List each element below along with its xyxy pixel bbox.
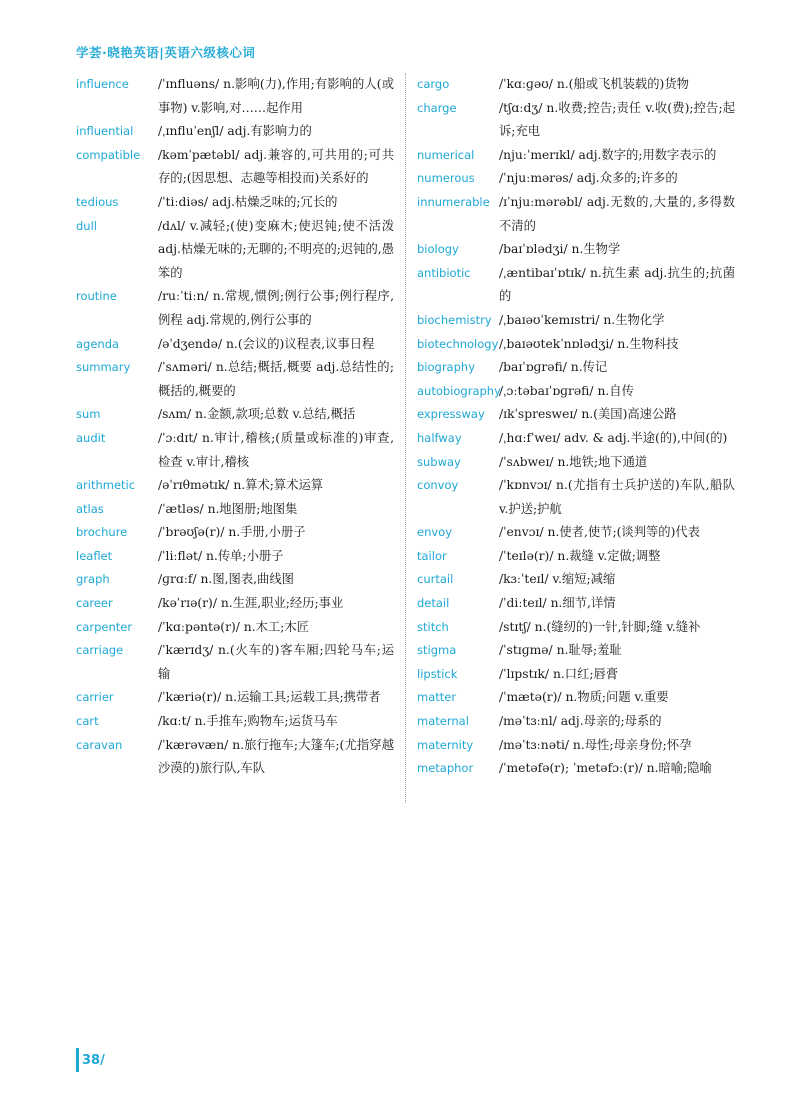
headword: carriage <box>76 643 124 658</box>
definition: /ˈkæriə(r)/ n.运输工具;运载工具;携带者 <box>158 690 381 705</box>
running-header: 学荟·晓艳英语|英语六级核心词 <box>76 45 256 60</box>
definition: /ˈɪnfluəns/ n.影响(力),作用;有影响的人(或事物) v.影响,对……起作用 <box>158 77 394 115</box>
headword: lipstick <box>417 666 458 681</box>
vocab-entry <box>417 238 735 262</box>
headword: numerous <box>417 171 475 186</box>
definition: /ˈkɑːpəntə(r)/ n.木工;木匠 <box>158 619 309 634</box>
vocab-entry <box>417 191 735 238</box>
headword: numerical <box>417 147 475 162</box>
vocab-entry <box>417 521 735 545</box>
vocab-entry <box>76 427 394 474</box>
vocab-entry <box>417 73 735 97</box>
vocab-entry <box>417 356 735 380</box>
headword: career <box>76 596 113 611</box>
headword: matter <box>417 690 457 705</box>
vocab-entry <box>417 616 735 640</box>
vocab-entry <box>76 639 394 686</box>
page-number-bar <box>76 1048 79 1072</box>
headword: charge <box>417 100 457 115</box>
headword: curtail <box>417 572 454 587</box>
definition: /ˈteɪlə(r)/ n.裁缝 v.定做;调整 <box>499 548 661 563</box>
vocab-entry <box>417 474 735 521</box>
definition: /ˈsʌməri/ n.总结;概括,概要 adj.总结性的;概括的,概要的 <box>158 360 394 398</box>
definition: /ˈætləs/ n.地图册;地图集 <box>158 501 298 516</box>
headword: carpenter <box>76 619 133 634</box>
definition: /baɪˈɒɡrəfi/ n.传记 <box>499 360 608 375</box>
vocab-entry <box>417 167 735 191</box>
definition: /tʃɑːdʒ/ n.收费;控告;责任 v.收(费);控告;起诉;充电 <box>499 100 735 139</box>
headword: influence <box>76 77 129 91</box>
definition: /ˌɔːtəbaɪˈɒɡrəfi/ n.自传 <box>499 383 634 398</box>
headword: carrier <box>76 690 114 705</box>
headword: maternity <box>417 737 474 752</box>
headword: atlas <box>76 501 104 516</box>
vocab-entry <box>76 545 394 569</box>
definition: /ˈɔːdɪt/ n.审计,稽核;(质量或标准的)审查,检查 v.审计,稽核 <box>158 430 394 469</box>
definition: /njuːˈmerɪkl/ adj.数字的;用数字表示的 <box>499 147 717 162</box>
vocab-entry <box>417 144 735 168</box>
vocab-entry <box>417 451 735 475</box>
headword: routine <box>76 289 117 304</box>
headword: summary <box>76 360 131 375</box>
vocab-entry <box>76 710 394 734</box>
headword: detail <box>417 596 450 611</box>
vocab-entry <box>76 734 394 781</box>
headword: stigma <box>417 643 457 658</box>
definition: /kəˈrɪə(r)/ n.生涯,职业;经历;事业 <box>158 596 344 611</box>
vocab-entry <box>417 568 735 592</box>
vocab-entry <box>417 545 735 569</box>
vocab-entry <box>417 403 735 427</box>
headword: cart <box>76 714 99 729</box>
page-number: 38/ <box>82 1052 105 1068</box>
vocab-entry <box>76 73 394 120</box>
definition: /ˈdiːteɪl/ n.细节,详情 <box>499 596 616 611</box>
definition: /ruːˈtiːn/ n.常规,惯例;例行公事;例行程序,例程 adj.常规的,例行公事的 <box>158 289 394 327</box>
vocab-entry <box>417 333 735 357</box>
vocab-entry <box>76 616 394 640</box>
vocab-entry <box>76 686 394 710</box>
headword: biochemistry <box>417 312 492 327</box>
vocab-entry <box>417 380 735 404</box>
definition: /kɑːt/ n.手推车;购物车;运货马车 <box>158 714 338 729</box>
right-column <box>417 73 735 781</box>
definition: /ˈsʌbweɪ/ n.地铁;地下通道 <box>499 454 648 469</box>
vocab-entry <box>76 474 394 498</box>
headword: metaphor <box>417 761 474 776</box>
definition: /ɪkˈspresweɪ/ n.(美国)高速公路 <box>499 407 677 422</box>
vocab-entry <box>76 333 394 357</box>
vocab-entry <box>417 592 735 616</box>
definition: /ɪˈnjuːmərəbl/ adj.无数的,大量的,多得数不清的 <box>499 194 735 233</box>
vocab-entry <box>417 663 735 687</box>
headword: leaflet <box>76 548 113 563</box>
definition: /dʌl/ v.减轻;(使)变麻木;使迟钝;使不活泼 adj.枯燥无味的;无聊的;不明亮的;迟钝的,愚笨的 <box>158 218 395 280</box>
headword: halfway <box>417 430 462 445</box>
definition: /məˈtɜːnl/ adj.母亲的;母系的 <box>499 714 662 729</box>
definition: /sʌm/ n.金额,款项;总数 v.总结,概括 <box>158 407 356 422</box>
definition: /əˈrɪθmətɪk/ n.算术;算术运算 <box>158 478 324 493</box>
vocab-entry <box>76 356 394 403</box>
headword: autobiography <box>417 383 501 398</box>
vocab-entry <box>76 521 394 545</box>
headword: tailor <box>417 548 447 563</box>
headword: tedious <box>76 194 119 209</box>
vocab-entry <box>417 97 735 144</box>
definition: /məˈtɜːnəti/ n.母性;母亲身份;怀孕 <box>499 737 692 752</box>
headword: brochure <box>76 525 128 540</box>
headword: agenda <box>76 336 120 351</box>
headword: dull <box>76 218 97 233</box>
vocab-entry <box>76 498 394 522</box>
column-divider <box>405 73 406 803</box>
headword: caravan <box>76 737 123 752</box>
vocab-entry <box>76 403 394 427</box>
headword: influential <box>76 124 134 139</box>
definition: /ˈkɑːɡəʊ/ n.(船或飞机装载的)货物 <box>499 77 689 91</box>
definition: /stɪtʃ/ n.(缝纫的)一针,针脚;缝 v.缝补 <box>499 619 701 634</box>
headword: expressway <box>417 407 485 422</box>
definition: /ˌæntibaɪˈɒtɪk/ n.抗生素 adj.抗生的;抗菌的 <box>499 265 735 304</box>
vocab-entry <box>76 568 394 592</box>
definition: /kəmˈpætəbl/ adj.兼容的,可共用的;可共存的;(因思想、志趣等相投而)关系好的 <box>158 147 394 186</box>
vocab-entry <box>76 120 394 144</box>
headword: biography <box>417 360 475 375</box>
vocab-entry <box>417 309 735 333</box>
headword: biology <box>417 242 459 257</box>
headword: audit <box>76 430 106 445</box>
definition: /ˈstɪɡmə/ n.耻辱;羞耻 <box>499 643 622 658</box>
vocab-entry <box>417 427 735 451</box>
headword: graph <box>76 572 110 587</box>
definition: /ˌɪnfluˈenʃl/ adj.有影响力的 <box>158 124 312 139</box>
vocab-entry <box>417 686 735 710</box>
left-column <box>76 73 394 781</box>
page-footer <box>76 1048 105 1072</box>
vocab-entry <box>76 144 394 191</box>
headword: antibiotic <box>417 265 471 280</box>
headword: biotechnology <box>417 336 499 351</box>
headword: innumerable <box>417 194 490 209</box>
headword: envoy <box>417 525 453 540</box>
vocab-entry <box>76 285 394 332</box>
definition: /ˈbrəʊʃə(r)/ n.手册,小册子 <box>158 525 306 540</box>
definition: /ˈmetəfə(r); ˈmetəfɔː(r)/ n.暗喻;隐喻 <box>499 761 712 776</box>
vocab-entry <box>417 262 735 309</box>
vocab-entry <box>417 710 735 734</box>
definition: /ˈliːflət/ n.传单;小册子 <box>158 548 284 563</box>
definition: /ˈkærəvæn/ n.旅行拖车;大篷车;(尤指穿越沙漠的)旅行队,车队 <box>158 737 394 776</box>
headword: convoy <box>417 478 459 493</box>
definition: /ˌbaɪəʊˈkemɪstri/ n.生物化学 <box>499 312 665 327</box>
headword: cargo <box>417 77 450 91</box>
vocab-entry <box>76 215 394 286</box>
vocab-entry <box>417 639 735 663</box>
definition: /əˈdʒendə/ n.(会议的)议程表,议事日程 <box>158 336 375 351</box>
vocab-entry <box>417 757 735 781</box>
vocab-entry <box>76 191 394 215</box>
vocab-entry <box>417 734 735 758</box>
headword: maternal <box>417 714 469 729</box>
definition: /kɜːˈteɪl/ v.缩短;减缩 <box>499 572 616 587</box>
definition: /ˈkærɪdʒ/ n.(火车的)客车厢;四轮马车;运输 <box>158 643 394 681</box>
definition: /ˈkɒnvɔɪ/ n.(尤指有士兵护送的)车队,船队 v.护送;护航 <box>499 478 735 516</box>
headword: compatible <box>76 147 141 162</box>
definition: /ɡrɑːf/ n.图,图表,曲线图 <box>158 572 294 587</box>
definition: /ˌbaɪəʊtekˈnɒlədʒi/ n.生物科技 <box>499 336 679 351</box>
headword: arithmetic <box>76 478 136 493</box>
headword: subway <box>417 454 461 469</box>
definition: /baɪˈɒlədʒi/ n.生物学 <box>499 242 621 257</box>
definition: /ˈlɪpstɪk/ n.口红;唇膏 <box>499 666 619 681</box>
definition: /ˈmætə(r)/ n.物质;问题 v.重要 <box>499 690 669 705</box>
headword: sum <box>76 407 101 422</box>
definition: /ˈenvɔɪ/ n.使者,使节;(谈判等的)代表 <box>499 525 700 540</box>
definition: /ˌhɑːfˈweɪ/ adv. & adj.半途(的),中间(的) <box>499 430 728 445</box>
definition: /ˈnjuːmərəs/ adj.众多的;许多的 <box>499 171 678 186</box>
headword: stitch <box>417 619 449 634</box>
vocab-entry <box>76 592 394 616</box>
definition: /ˈtiːdiəs/ adj.枯燥乏味的;冗长的 <box>158 194 338 209</box>
